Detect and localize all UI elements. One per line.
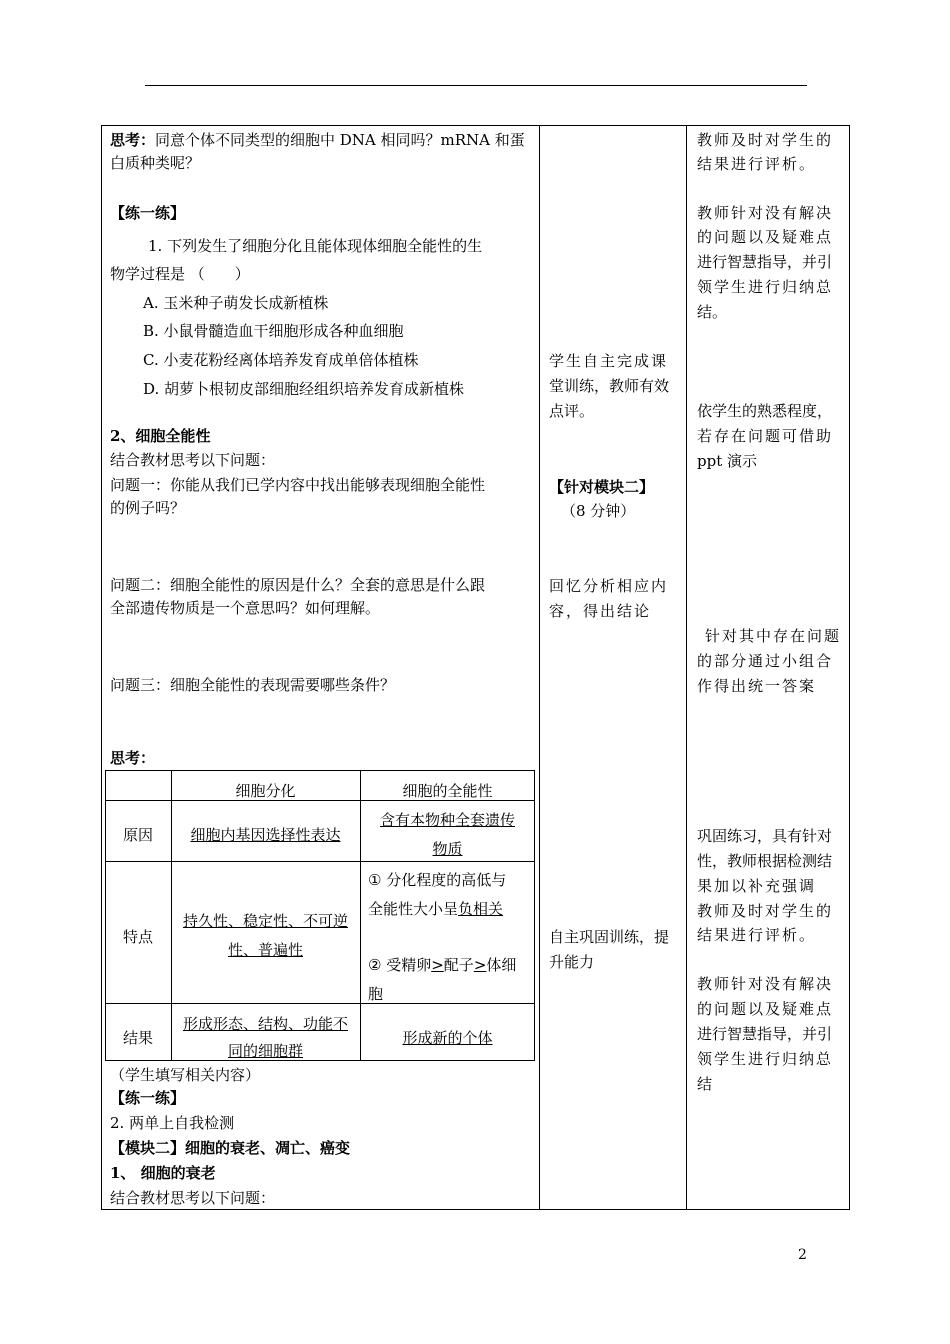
teacher-note-2-line4: 领学生进行归纳总 [697,278,834,296]
problem-1-cont: 的例子吗？ [110,499,186,517]
think-question-1-cont: 白质种类呢？ [110,154,201,172]
problem-3: 问题三：细胞全能性的表现需要哪些条件？ [110,676,396,694]
teacher-note-6-line5: 结 [697,1075,713,1093]
teacher-note-4-line3: 作得出统一答案 [697,677,817,695]
feature-differentiation-cont: 性、普遍性 [227,941,303,959]
problem-1: 问题一：你能从我们已学内容中找出能够表现细胞全能性 [110,476,486,494]
teacher-note-6-line2: 的问题以及疑难点 [697,1000,834,1018]
think-heading-2: 思考： [110,749,156,767]
problem-2: 问题二：细胞全能性的原因是什么？全套的意思是什么跟 [110,576,486,594]
fill-note: （学生填写相关内容） [110,1066,261,1084]
teacher-note-5-line2: 性，教师根据检测结 [697,852,833,870]
think-question-1: 思考：同意个体不同类型的细胞中 DNA 相同吗？mRNA 和蛋 [110,131,525,149]
teacher-note-2-line5: 结。 [697,303,728,321]
activity-1-line2: 堂训练，教师有效 [549,377,670,395]
module-2-tag: 【针对模块二】 [549,478,655,496]
teacher-note-5-line4: 教师及时对学生的 [697,902,834,920]
teacher-note-4-line1: 针对其中存在问题 [705,627,842,645]
teacher-note-2-line1: 教师针对没有解决 [697,204,834,222]
header-differentiation: 细胞分化 [235,782,296,800]
teacher-note-6-line3: 进行智慧指导，并引 [697,1025,833,1043]
page-number: 2 [798,1247,807,1263]
cause-differentiation: 细胞内基因选择性表达 [190,826,341,844]
practice-heading-2: 【练一练】 [110,1089,186,1107]
option-c: C. 小麦花粉经离体培养发育成单倍体植株 [143,351,419,369]
duration: （8 分钟） [561,502,636,520]
result-differentiation-cont: 同的细胞群 [227,1042,303,1060]
teacher-note-5-line1: 巩固练习，具有针对 [697,827,833,845]
aging-intro: 结合教材思考以下问题： [110,1189,276,1207]
option-a: A. 玉米种子萌发长成新植株 [143,294,329,312]
item-2: 2. 两单上自我检测 [110,1114,235,1132]
teacher-note-5-line3: 果加以补充强调 [697,877,817,895]
cause-totipotency-cont: 物质 [432,840,463,858]
feature-differentiation: 持久性、稳定性、不可逆 [182,912,348,930]
feature-totipotency-2: 全能性大小呈负相关 [368,900,504,918]
activity-2-line1: 回忆分析相应内 [549,577,669,595]
question-1-stem: 1. 下列发生了细胞分化且能体现体细胞全能性的生 [148,237,483,255]
column-divider-2 [686,125,687,1210]
teacher-note-5-line5: 结果进行评析。 [697,926,817,944]
result-differentiation: 形成形态、结构、功能不 [182,1015,348,1033]
teacher-note-3-line3: ppt 演示 [697,452,758,470]
section-2-title: 2、细胞全能性 [110,427,211,445]
practice-heading-1: 【练一练】 [110,204,186,222]
feature-totipotency-3: ② 受精卵>配子>体细 [368,956,517,974]
teacher-note-3-line2: 若存在问题可借助 [697,427,834,445]
row-label-feature: 特点 [122,928,153,946]
row-label-result: 结果 [122,1029,153,1047]
feature-totipotency-1: ① 分化程度的高低与 [368,871,507,889]
teacher-note-3-line1: 依学生的熟悉程度， [697,402,833,420]
result-totipotency: 形成新的个体 [402,1029,493,1047]
option-b: B. 小鼠骨髓造血干细胞形成各种血细胞 [143,322,404,340]
activity-3-line2: 升能力 [549,953,595,971]
teacher-note-6-line4: 领学生进行归纳总 [697,1050,834,1068]
feature-totipotency-4: 胞 [368,985,384,1003]
column-divider-1 [539,125,540,1210]
activity-3-line1: 自主巩固训练，提 [549,928,670,946]
row-label-cause: 原因 [122,826,153,844]
teacher-note-2-line2: 的问题以及疑难点 [697,228,834,246]
subsection-aging: 1、 细胞的衰老 [110,1164,216,1182]
cause-totipotency: 含有本物种全套遗传 [379,811,515,829]
teacher-note-1-line2: 结果进行评析。 [697,155,817,173]
activity-2-line2: 容，得出结论 [549,602,652,620]
teacher-note-4-line2: 的部分通过小组合 [697,652,834,670]
problem-2-cont: 全部遗传物质是一个意思吗？如何理解。 [110,599,381,617]
activity-1-line3: 点评。 [549,402,595,420]
teacher-note-6-line1: 教师针对没有解决 [697,975,834,993]
teacher-note-1-line1: 教师及时对学生的 [697,131,834,149]
question-1-stem-cont: 物学过程是 （ ） [110,265,250,283]
section-2-intro: 结合教材思考以下问题： [110,451,276,469]
option-d: D. 胡萝卜根韧皮部细胞经组织培养发育成新植株 [143,380,465,398]
header-rule [145,85,807,86]
header-totipotency: 细胞的全能性 [402,782,493,800]
activity-1-line1: 学生自主完成课 [549,352,669,370]
teacher-note-2-line3: 进行智慧指导，并引 [697,253,833,271]
module-2-heading: 【模块二】细胞的衰老、凋亡、癌变 [110,1139,351,1157]
